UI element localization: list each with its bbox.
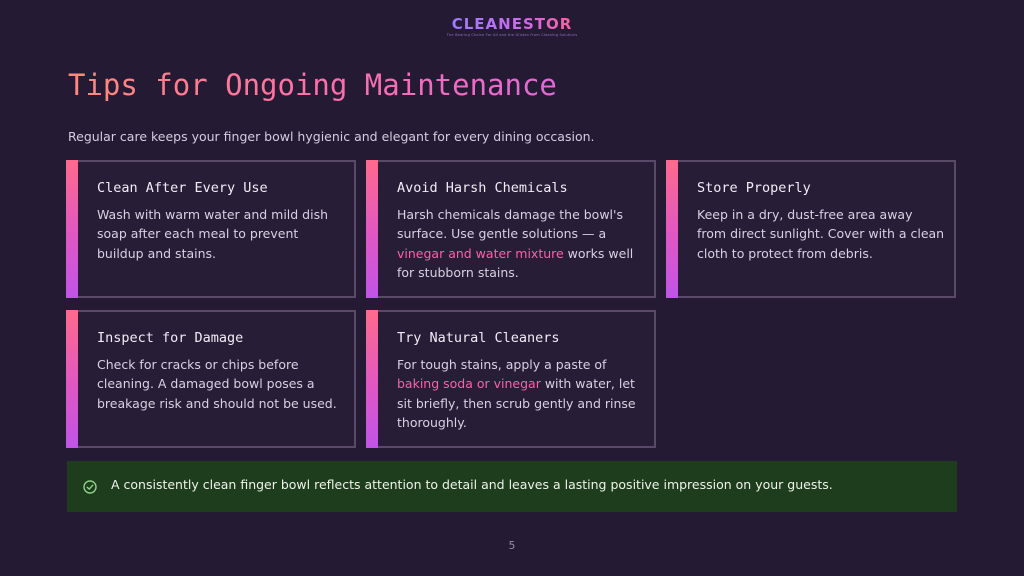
tip-card-body bbox=[397, 205, 645, 283]
tip-card-title: Avoid Harsh Chemicals bbox=[397, 180, 568, 196]
tip-card-body bbox=[97, 205, 345, 263]
page-number: 5 bbox=[508, 540, 516, 552]
tip-card-try-natural-cleaners bbox=[366, 310, 656, 448]
brand-name: CLEANESTOR bbox=[451, 15, 573, 33]
tip-card-text-after: with water, let sit briefly, then scrub gently and rinse thoroughly. bbox=[397, 376, 636, 431]
tip-card-title: Inspect for Damage bbox=[97, 330, 244, 346]
tip-card-body bbox=[697, 205, 945, 263]
tip-card-body bbox=[397, 355, 645, 433]
callout-text: A consistently clean finger bowl reflects attention to detail and leaves a lasting positive impression on your guests. bbox=[111, 477, 833, 492]
page-subtitle: Regular care keeps your finger bowl hygienic and elegant for every dining occasion. bbox=[68, 129, 595, 144]
tip-card-clean-after-use bbox=[66, 160, 356, 298]
tip-card-inspect-for-damage bbox=[66, 310, 356, 448]
tip-card-text: Wash with warm water and mild dish soap after each meal to prevent buildup and stains. bbox=[97, 207, 329, 261]
tip-card-highlight: baking soda or vinegar bbox=[397, 376, 541, 392]
tip-card-text: Keep in a dry, dust-free area away from direct sunlight. Cover with a clean cloth to protect from debris. bbox=[697, 207, 945, 261]
page-title: Tips for Ongoing Maintenance bbox=[68, 68, 557, 102]
tip-card-body bbox=[97, 355, 345, 413]
brand-tagline: The Bearing Choice For All and the Glisten From Cleaning Solutions bbox=[446, 33, 578, 37]
tip-card-title: Try Natural Cleaners bbox=[397, 330, 560, 346]
check-circle-icon bbox=[83, 480, 97, 494]
tip-card-highlight: vinegar and water mixture bbox=[397, 245, 564, 261]
tip-card-avoid-harsh-chemicals bbox=[366, 160, 656, 298]
tip-card-text-after: works well for stubborn stains. bbox=[397, 245, 634, 281]
tip-card-text: For tough stains, apply a paste of bbox=[397, 357, 607, 372]
tip-card-text: Harsh chemicals damage the bowl's surface. Use gentle solutions — a bbox=[397, 207, 623, 242]
summary-callout bbox=[67, 461, 957, 512]
brand-logo bbox=[0, 14, 1024, 38]
tip-card-store-properly bbox=[666, 160, 956, 298]
tip-card-title: Store Properly bbox=[697, 180, 811, 196]
tip-card-text: Check for cracks or chips before cleaning. A damaged bowl poses a breakage risk and should not be used. bbox=[97, 357, 337, 411]
tip-card-title: Clean After Every Use bbox=[97, 180, 268, 196]
